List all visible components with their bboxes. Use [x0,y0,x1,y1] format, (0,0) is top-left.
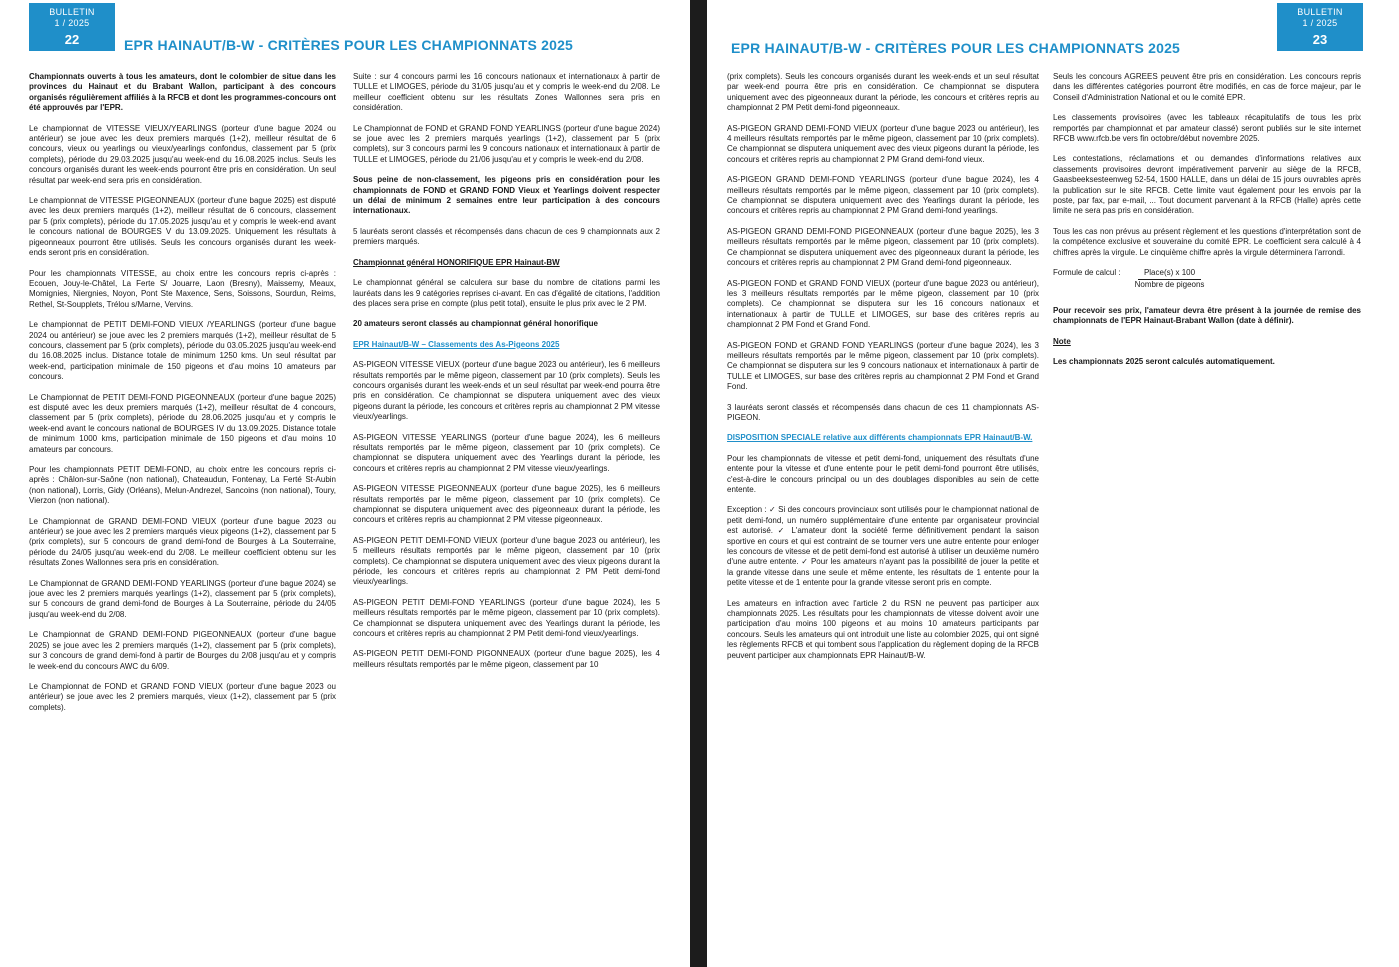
right-column-1 [727,72,1039,952]
paragraph: AS-PIGEON PETIT DEMI-FOND PIGONNEAUX (porteur d'une bague 2025), les 4 meilleurs résultats remportés par le même pigeon, classement par 10 [353,649,660,669]
page-gutter [690,0,707,967]
paragraph: Le Championnat de FOND et GRAND FOND YEARLINGS (porteur d'une bague 2024) se joue avec les 2 premiers marqués yearlings (1+2), classement par 5 (prix complets), sur 3 concours parmi les 9 concours nationaux et internationaux à partir de TULLE et LIMOGES, période du 21/06 jusqu'au et y compris le week-end du 2/08. [353,123,660,164]
formula-denominator: Nombre de pigeons [1134,279,1205,289]
paragraph: 5 lauréats seront classés et récompensés dans chacun de ces 9 championnats aux 2 premiers marqués. [353,226,660,247]
paragraph: AS-PIGEON VITESSE YEARLINGS (porteur d'une bague 2024), les 6 meilleurs résultats remportés par le même pigeon, classement par 10 (prix complets). Ce championnat se disputera uniquement avec des Yearlings durant la période, les concours et critères repris au championnat 2 PM vitesse vieux/yearlings. [353,432,660,473]
paragraph: AS-PIGEON GRAND DEMI-FOND PIGEONNEAUX (porteur d'une bague 2025), les 3 meilleurs résultats remportés par le même pigeon, classement par 10 (prix complets). Ce championnat se disputera uniquement avec des pigeonneaux durant la période, les concours et critères repris au championnat 2 PM Grand demi-fond pigeonneaux. [727,226,1039,268]
paragraph: Pour les championnats de vitesse et petit demi-fond, uniquement des résultats d'une entente pour la vitesse et d'une entente pour le petit demi-fond pourront être utilisés, c'est-à-dire le concours principal ou un des doublages disponibles au sein de cette entente. [727,453,1039,494]
paragraph: AS-PIGEON GRAND DEMI-FOND VIEUX (porteur d'une bague 2023 ou antérieur), les 4 meilleurs résultats remportés par le même pigeon, classement par 10 (prix complets). Ce championnat se disputera uniquement avec des vieux pigeons durant la période, les concours et critères repris au championnat 2 PM Grand demi-fond vieux. [727,123,1039,164]
paragraph: Le Championnat de FOND et GRAND FOND VIEUX (porteur d'une bague 2023 ou antérieur) se joue avec les 2 premiers marqués, vieux (1+2), classement par 5 (prix complets). [29,681,336,712]
paragraph: Les amateurs en infraction avec l'article 2 du RSN ne peuvent pas participer aux championnats 2025. Les résultats pour les championnats de vitesse doivent avoir une participation d'au moins 100 pigeons et au moins 10 amateurs participants par concours. Seuls les amateurs qui ont introduit une liste au colombier 2025, qui ont signé les règlements RFCB et qui tombent sous l'application du règlement doping de la RFCB peuvent participer aux championnats EPR Hainaut/B-W. [727,598,1039,660]
paragraph: Sous peine de non-classement, les pigeons pris en considération pour les championnats de FOND et GRAND FOND Vieux et Yearlings doivent respecter un délai de minimum 2 semaines entre leur participation à des concours internationaux. [353,175,660,216]
right-column-2-bottom [1053,306,1361,368]
paragraph: Tous les cas non prévus au présent règlement et les questions d'interprétation sont de la compétence exclusive et souveraine du comité EPR. Le coefficient sera calculé à 4 chiffres après la virgule. Le cinquième chiffre après la virgule déterminera l'arrondi. [1053,226,1361,257]
paragraph: AS-PIGEON GRAND DEMI-FOND YEARLINGS (porteur d'une bague 2024), les 4 meilleurs résultats remportés par le même pigeon, classement par 10 (prix complets). Ce championnat se disputera uniquement avec des Yearlings durant la période, les concours et critères repris au championnat 2 PM Grand demi-fond yearlings. [727,175,1039,216]
paragraph: Pour les championnats VITESSE, au choix entre les concours repris ci-après : Ecouen, Jouy-le-Châtel, La Ferte S/ Jouarre, Laon (Bresny), Maissemy, Meaux, Momignies, Niergnies, Noyon, Pont Ste Maxence, Sens, Soissons, Sourdun, Reims, Rethel, St-Soupplets, Trélou s/Marne, Vervins. [29,268,336,309]
paragraph: Le Championnat de PETIT DEMI-FOND PIGEONNEAUX (porteur d'une bague 2025) est disputé avec les deux premiers marqués (1+2), meilleur résultat de 4 concours, classement par 5 (prix complets), période du 28.06.2025 jusqu'au et y compris le week-end avant le concours national de BOURGES IV du 13.09.2025. Distance totale de minimum 1000 kms, participation minimale de 150 pigeons et d'au moins 10 amateurs par concours. [29,392,336,454]
paragraph: Le championnat de VITESSE VIEUX/YEARLINGS (porteur d'une bague 2024 ou antérieur) se joue avec les deux premiers marqués (1+2), meilleur résultat de 6 concours, vieux ou yearlings ou vieux/yearlings confondus, classement par 5 (prix complets), période du 29.03.2025 jusqu'au week-end du 16.08.2025 inclus. Seuls les concours organisés durant les week-ends pourront être pris en considération. Un seul résultat par week-end sera pris en considération. [29,123,336,185]
right-column-2 [1053,72,1361,952]
paragraph: AS-PIGEON VITESSE PIGEONNEAUX (porteur d'une bague 2025), les 6 meilleurs résultats remportés par le même pigeon, classement par 10 (prix complets). Ce championnat se disputera uniquement avec des pigeonneaux durant la période, les concours et critères repris au championnat 2 PM vitesse pigeonneaux. [353,484,660,525]
page-title-right: EPR HAINAUT/B-W - CRITÈRES POUR LES CHAMPIONNATS 2025 [731,40,1181,56]
formula-label: Formule de calcul : [1053,268,1121,278]
page-badge-left [29,3,115,51]
paragraph: Le championnat de PETIT DEMI-FOND VIEUX /YEARLINGS (porteur d'une bague 2024 ou antérieur) se joue avec les 2 premiers marqués (1+2), meilleur résultat de 5 concours, classement par 5 (prix complets), période du 03.05.2025 jusqu'au week-end du 16.08.2025 inclus. Distance totale de minimum 1250 kms. Un seul résultat par week-end, participation minimale de 150 pigeons et d'au moins 10 amateurs par concours. [29,320,336,382]
section-heading: Championnat général HONORIFIQUE EPR Hainaut-BW [353,257,560,267]
paragraph: Le Championnat de GRAND DEMI-FOND YEARLINGS (porteur d'une bague 2024) se joue avec les 2 premiers marqués yearlings (1+2), classement par 5 (prix complets), sur 5 concours de grand demi-fond de Bourges à La Souterraine, période du 24/05 jusqu'au week-end du 2/08. [29,578,336,619]
paragraph: Pour les championnats PETIT DEMI-FOND, au choix entre les concours repris ci-après : Châlon-sur-Saône (non national), Chateaudun, Fontenay, La Ferté St-Aubin (non national), Lorris, Gidy (Orléans), Melun-Andrezel, Sancoins (non national), Toury, Vierzon (non national). [29,465,336,506]
badge-label: BULLETIN [49,7,95,17]
paragraph: AS-PIGEON VITESSE VIEUX (porteur d'une bague 2023 ou antérieur), les 6 meilleurs résultats remportés par le même pigeon, classement par 10 (prix complets). Seuls les concours organisés durant les week-ends et un seul résultat par week-end pourra être pris en considération. Ce championnat se disputera uniquement avec des vieux pigeons durant la période, les concours et critères repris au championnat 2 PM vitesse vieux/yearlings. [353,360,660,422]
paragraph: AS-PIGEON FOND et GRAND FOND VIEUX (porteur d'une bague 2023 ou antérieur), les 3 meilleurs résultats remportés par le même pigeon, classement par 10 (prix complets). Ce championnat se disputera sur les 16 concours nationaux et internationaux à partir de TULLE et LIMOGES, sur base des critères repris au championnat 2 PM Fond et Grand Fond. [727,278,1039,330]
paragraph: (prix complets). Seuls les concours organisés durant les week-ends et un seul résultat par week-end pourra être pris en considération. Ce championnat se disputera uniquement avec des pigeonneaux durant la période, les concours et critères repris au championnat 2 PM Petit demi-fond pigeonneaux. [727,72,1039,113]
badge-issue: 1 / 2025 [54,18,90,28]
formula-numerator: Place(s) x 100 [1138,268,1201,279]
paragraph: Seuls les concours AGREES peuvent être pris en considération. Les concours repris dans les différentes catégories pourront être modifiés, en cas de force majeur, par le Conseil d'Administration National et ou le comité EPR. [1053,72,1361,102]
page-number: 23 [1312,32,1328,47]
left-column-2 [353,72,660,952]
paragraph: Championnats ouverts à tous les amateurs, dont le colombier de situe dans les provinces du Hainaut et du Brabant Wallon, participant à des concours organisés régulièrement affiliés à la RFCB et dont les programmes-concours ont été approuvés par l'EPR. [29,72,336,113]
calculation-formula [1053,268,1361,290]
page-number: 22 [64,32,80,47]
paragraph: 20 amateurs seront classés au championnat général honorifique [353,319,598,329]
paragraph: AS-PIGEON PETIT DEMI-FOND YEARLINGS (porteur d'une bague 2024), les 5 meilleurs résultats remportés par le même pigeon, classement par 10 (prix complets). Ce championnat se disputera uniquement avec des Yearlings durant la période, les concours et critères repris au championnat 2 PM Petit demi-fond vieux/yearlings. [353,597,660,639]
paragraph: Les championnats 2025 seront calculés automatiquement. [1053,357,1275,367]
left-column-1 [29,72,336,952]
page-title-left: EPR HAINAUT/B-W - CRITÈRES POUR LES CHAMPIONNATS 2025 [124,37,574,53]
formula-fraction [1135,268,1205,290]
paragraph: 3 lauréats seront classés et récompensés dans chacun de ces 11 championnats AS-PIGEON. [727,402,1039,422]
paragraph: Pour recevoir ses prix, l'amateur devra être présent à la journée de remise des championnats de l'EPR Hainaut-Brabant Wallon (date à définir). [1053,305,1361,326]
section-link[interactable]: EPR Hainaut/B-W – Classements des As-Pigeons 2025 [353,339,560,349]
paragraph: Suite : sur 4 concours parmi les 16 concours nationaux et internationaux à partir de TULLE et LIMOGES, période du 31/05 jusqu'au et y compris le week-end du 2/08. Le meilleur coefficient obtenu sur les résultats Zones Wallonnes sera pris en considération. [353,72,660,113]
left-page [0,0,690,967]
badge-issue: 1 / 2025 [1302,18,1338,28]
right-page [707,0,1399,967]
section-heading: Note [1053,336,1071,346]
paragraph: Exception : ✓ Si des concours provinciaux sont utilisés pour le championnat national de petit demi-fond, un numéro supplémentaire d'une entente par organisateur provincial est autorisé. ✓ L'amateur dont la société ferme définitivement pendant la saison sportive en cours et qui est contraint de se tourner vers une autre entente pour enloger les concours de vitesse et de petit demi-fond est autorisé à utiliser un deuxième numéro d'une autre entente. ✓ Pour les amateurs n'ayant pas la possibilité de jouer la petite et la grande vitesse dans une seule et même entente, les résultats de 1 entente pour la petite vitesse et de 1 entente pour la grande vitesse seront pris en compte. [727,505,1039,588]
right-column-2-top [1053,72,1361,258]
section-link[interactable]: DISPOSITION SPECIALE relative aux différents championnats EPR Hainaut/B-W. [727,433,1033,443]
paragraph: Le championnat général se calculera sur base du nombre de citations parmi les lauréats dans les 9 catégories reprises ci-avant. En cas d'égalité de citations, l'addition des places sera prise en compte (plus petit total), ensuite le plus prix avec le 2 PM. [353,278,660,308]
page-badge-right [1277,3,1363,51]
paragraph: AS-PIGEON PETIT DEMI-FOND VIEUX (porteur d'une bague 2023 ou antérieur), les 5 meilleurs résultats remportés par le même pigeon, classement par 10 (prix complets). Ce championnat se disputera uniquement avec des vieux pigeons durant la période, les concours et critères repris au championnat 2 PM Petit demi-fond vieux/yearlings. [353,535,660,587]
badge-label: BULLETIN [1297,7,1343,17]
paragraph: Le Championnat de GRAND DEMI-FOND VIEUX (porteur d'une bague 2023 ou antérieur) se joue avec les 2 premiers marqués vieux pigeons (1+2), classement par 5 (prix complets), sur 5 concours de grand demi-fond de Bourges à La Souterraine, période du 24/05 jusqu'au week-end du 2/08. Le meilleur coefficient obtenu sur les résultats Zones Wallonnes sera pris en considération. [29,516,336,568]
paragraph: Les contestations, réclamations et ou demandes d'informations relatives aux classements provisoires devront impérativement parvenir au siège de la RFCB, Gaasbeeksesteenweg 52-54, 1500 HALLE, dans un délai de 15 jours ouvrables après la publication sur le site RFCB. Cette limite vaut également pour les envois par la poste, par fax, par e-mail, ... Tout document parvenant à la RFCB (Halle) après cette limite ne sera pas pris en considération. [1053,154,1361,216]
paragraph: AS-PIGEON FOND et GRAND FOND YEARLINGS (porteur d'une bague 2024), les 3 meilleurs résultats remportés par le même pigeon, classement par 10 (prix complets). Ce championnat se disputera sur les 9 concours nationaux et internationaux à partir de TULLE et LIMOGES, sur base des critères repris au championnat 2 PM Fond et Grand Fond. [727,340,1039,392]
paragraph: Les classements provisoires (avec les tableaux récapitulatifs de tous les prix remportés par championnat et par amateur classé) seront publiés sur le site internet RFCB www.rfcb.be vers fin octobre/début novembre 2025. [1053,113,1361,144]
paragraph: Le championnat de VITESSE PIGEONNEAUX (porteur d'une bague 2025) est disputé avec les deux premiers marqués (1+2), meilleur résultat de 6 concours, classement par 5 (prix complets), période du 17.05.2025 jusqu'au et y compris le week-end avant le concours national de BOURGES V du 13.09.2025. Uniquement les résultats à pigeonneaux pourront être utilisés. Seuls les concours organisés durant les week-ends seront pris en considération. [29,196,336,258]
paragraph: Le Championnat de GRAND DEMI-FOND PIGEONNEAUX (porteur d'une bague 2025) se joue avec les 2 premiers marqués (1+2), classement par 5 (prix complets), sur 3 concours de grand demi-fond à partir de Bourges du 2/08 jusqu'au et y compris le week-end du concours AWC du 6/09. [29,630,336,671]
